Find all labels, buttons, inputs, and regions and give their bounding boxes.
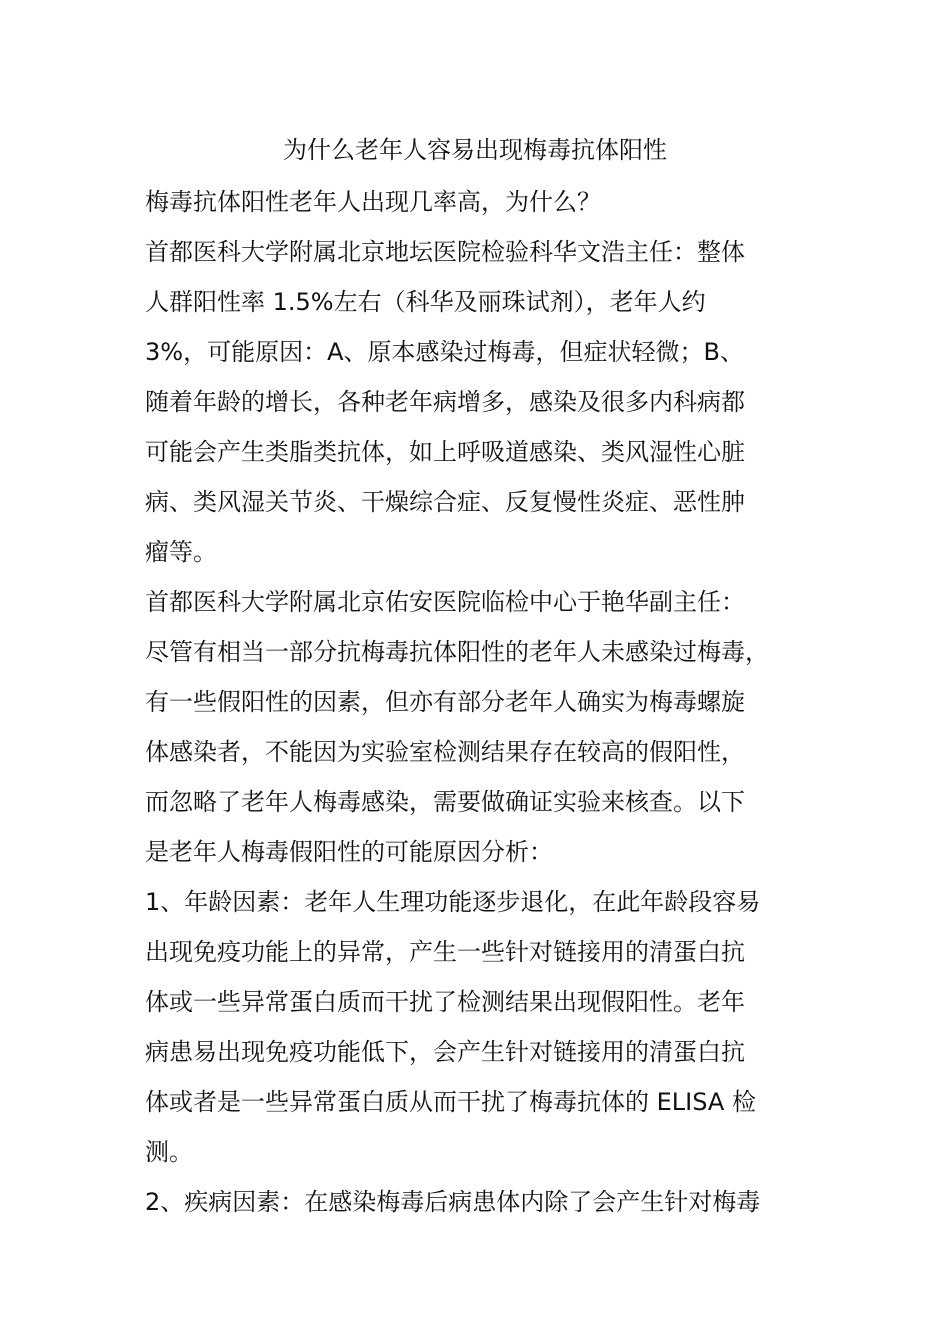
text-line: 随着年龄的增长，各种老年病增多，感染及很多内科病都 — [145, 388, 745, 416]
text-line: 病、类风湿关节炎、干燥综合症、反复慢性炎症、恶性肿 — [145, 488, 745, 516]
text-line: 1、年龄因素：老年人生理功能逐步退化，在此年龄段容易 — [145, 888, 761, 916]
text-line: 病患易出现免疫功能低下，会产生针对链接用的清蛋白抗 — [145, 1038, 745, 1066]
document-title: 为什么老年人容易出现梅毒抗体阳性 — [283, 136, 667, 164]
text-line: 体感染者，不能因为实验室检测结果存在较高的假阳性， — [145, 738, 745, 766]
text-line: 体或者是一些异常蛋白质从而干扰了梅毒抗体的 ELISA 检 — [145, 1088, 756, 1116]
text-line: 有一些假阳性的因素，但亦有部分老年人确实为梅毒螺旋 — [145, 688, 745, 716]
text-line: 体或一些异常蛋白质而干扰了检测结果出现假阳性。老年 — [145, 988, 745, 1016]
text-line: 测。 — [145, 1138, 193, 1166]
text-line: 是老年人梅毒假阳性的可能原因分析： — [145, 838, 553, 866]
text-line: 3%，可能原因：A、原本感染过梅毒，但症状轻微；B、 — [145, 338, 744, 366]
text-line: 可能会产生类脂类抗体，如上呼吸道感染、类风湿性心脏 — [145, 438, 745, 466]
text-line: 首都医科大学附属北京佑安医院临检中心于艳华副主任： — [145, 588, 745, 616]
text-line: 尽管有相当一部分抗梅毒抗体阳性的老年人未感染过梅毒， — [145, 638, 769, 666]
text-line: 瘤等。 — [145, 538, 217, 566]
text-line: 而忽略了老年人梅毒感染，需要做确证实验来核查。以下 — [145, 788, 745, 816]
text-line: 人群阳性率 1.5%左右（科华及丽珠试剂），老年人约 — [145, 288, 706, 316]
text-line: 梅毒抗体阳性老年人出现几率高，为什么？ — [145, 188, 601, 216]
text-line: 出现免疫功能上的异常，产生一些针对链接用的清蛋白抗 — [145, 938, 745, 966]
text-line: 首都医科大学附属北京地坛医院检验科华文浩主任：整体 — [145, 238, 745, 266]
text-line: 2、疾病因素：在感染梅毒后病患体内除了会产生针对梅毒 — [145, 1188, 761, 1216]
document-body — [145, 177, 815, 1227]
